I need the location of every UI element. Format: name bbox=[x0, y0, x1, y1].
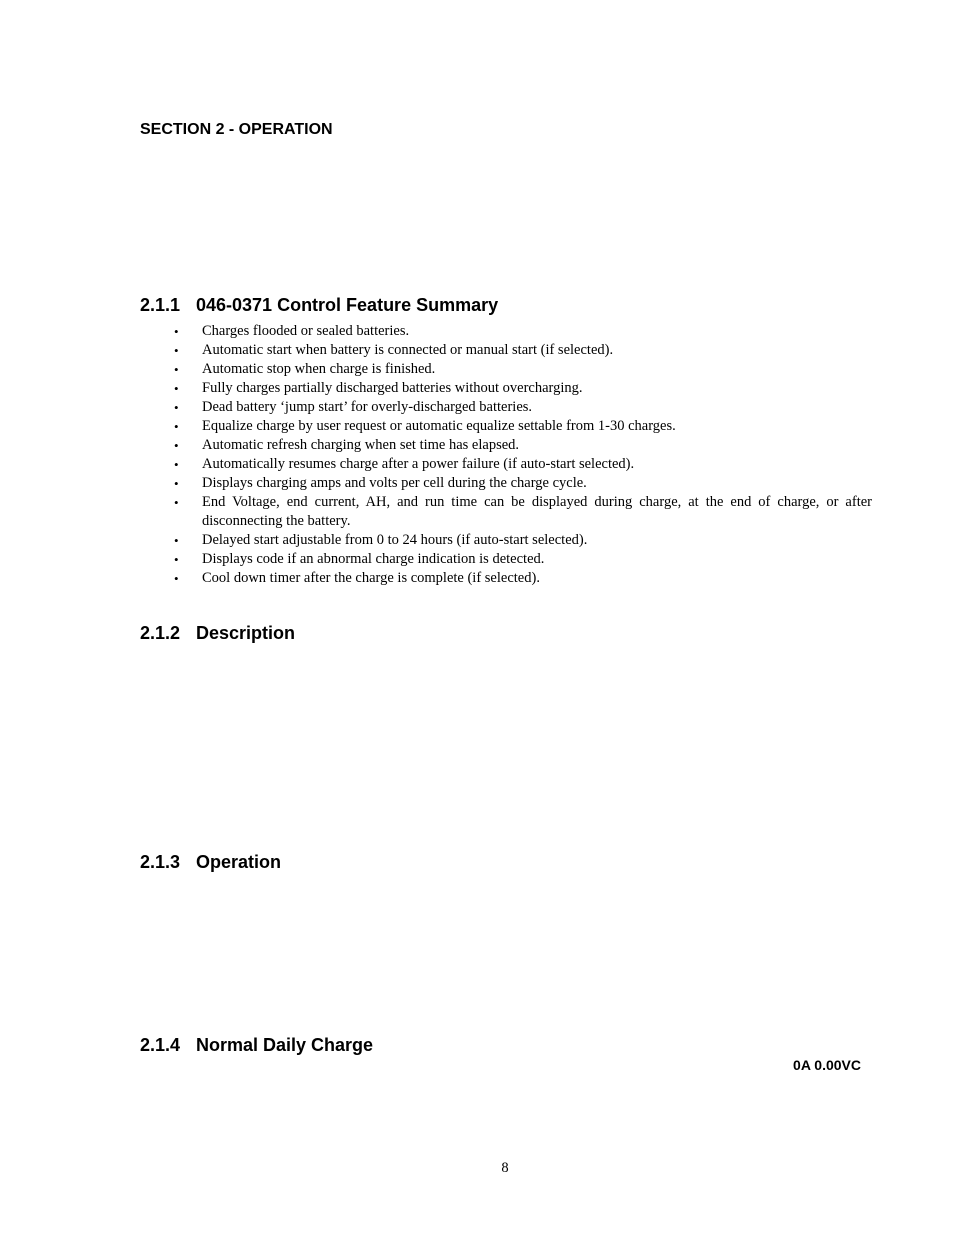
subsection-heading-description bbox=[140, 623, 295, 644]
subsection-title: Operation bbox=[196, 852, 282, 872]
feature-list bbox=[170, 322, 872, 588]
feature-text: Equalize charge by user request or automatic equalize settable from 1-30 charges. bbox=[202, 418, 676, 434]
subsection-heading-normal-daily-charge bbox=[140, 1035, 373, 1056]
list-item bbox=[170, 322, 872, 341]
subsection-number: 2.1.2 bbox=[140, 623, 181, 643]
subsection-heading-operation bbox=[140, 852, 281, 873]
bullet-icon: • bbox=[174, 571, 179, 586]
feature-text: Automatic stop when charge is finished. bbox=[202, 361, 436, 377]
feature-text: Fully charges partially discharged batteries without overcharging. bbox=[202, 380, 583, 396]
feature-text: Automatically resumes charge after a power failure (if auto-start selected). bbox=[202, 456, 635, 472]
bullet-icon: • bbox=[174, 552, 179, 567]
list-item bbox=[170, 569, 872, 588]
display-readout: 0A 0.00VC bbox=[793, 1057, 861, 1073]
feature-text: Charges flooded or sealed batteries. bbox=[202, 323, 410, 339]
list-item bbox=[170, 550, 872, 569]
bullet-icon: • bbox=[174, 400, 179, 415]
bullet-icon: • bbox=[174, 476, 179, 491]
bullet-icon: • bbox=[174, 495, 179, 510]
bullet-icon: • bbox=[174, 362, 179, 377]
feature-text: Delayed start adjustable from 0 to 24 hours (if auto-start selected). bbox=[202, 532, 588, 548]
subsection-number: 2.1.1 bbox=[140, 295, 181, 315]
bullet-icon: • bbox=[174, 419, 179, 434]
bullet-icon: • bbox=[174, 343, 179, 358]
list-item bbox=[170, 493, 872, 531]
feature-text: Automatic start when battery is connected or manual start (if selected). bbox=[202, 342, 614, 358]
subsection-title: 046-0371 Control Feature Summary bbox=[196, 295, 499, 315]
list-item bbox=[170, 436, 872, 455]
subsection-title: Description bbox=[196, 623, 296, 643]
bullet-icon: • bbox=[174, 457, 179, 472]
feature-text: Dead battery ‘jump start’ for overly-discharged batteries. bbox=[202, 399, 533, 415]
feature-text: Automatic refresh charging when set time has elapsed. bbox=[202, 437, 520, 453]
feature-text: Displays code if an abnormal charge indication is detected. bbox=[202, 551, 545, 567]
feature-text: End Voltage, end current, AH, and run time can be displayed during charge, at the end of charge, or after disconnecting the battery. bbox=[202, 494, 872, 529]
bullet-icon: • bbox=[174, 381, 179, 396]
list-item bbox=[170, 398, 872, 417]
subsection-heading-feature-summary bbox=[140, 295, 498, 316]
list-item bbox=[170, 360, 872, 379]
list-item bbox=[170, 341, 872, 360]
bullet-icon: • bbox=[174, 324, 179, 339]
list-item bbox=[170, 531, 872, 550]
list-item bbox=[170, 417, 872, 436]
feature-text: Cool down timer after the charge is complete (if selected). bbox=[202, 570, 540, 586]
subsection-number: 2.1.4 bbox=[140, 1035, 181, 1055]
subsection-title: Normal Daily Charge bbox=[196, 1035, 374, 1055]
bullet-icon: • bbox=[174, 533, 179, 548]
feature-text: Displays charging amps and volts per cell during the charge cycle. bbox=[202, 475, 587, 491]
page-number: 8 bbox=[501, 1160, 509, 1176]
list-item bbox=[170, 379, 872, 398]
list-item bbox=[170, 455, 872, 474]
section-title: SECTION 2 - OPERATION bbox=[140, 121, 333, 138]
bullet-icon: • bbox=[174, 438, 179, 453]
list-item bbox=[170, 474, 872, 493]
subsection-number: 2.1.3 bbox=[140, 852, 181, 872]
